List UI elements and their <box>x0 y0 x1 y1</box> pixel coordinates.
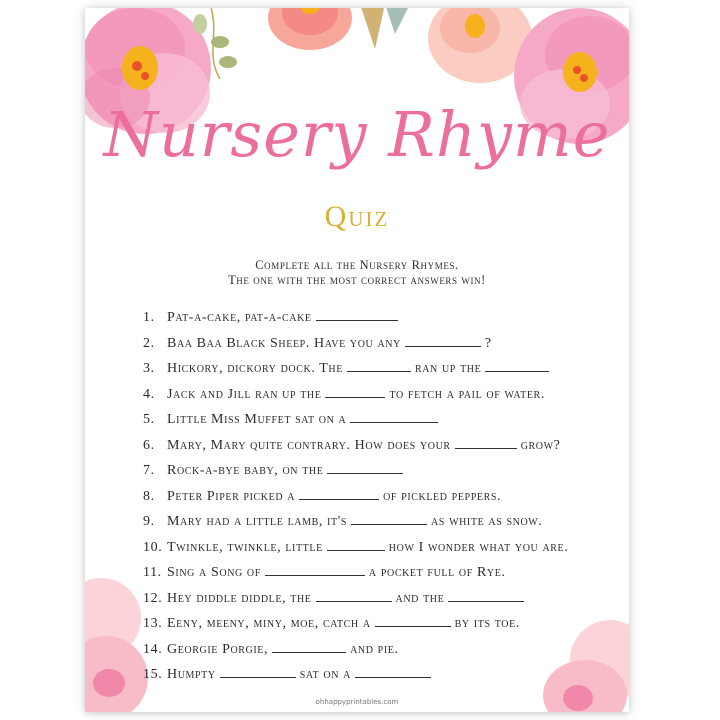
answer-blank[interactable] <box>375 616 451 627</box>
question-number: 2. <box>143 335 155 351</box>
answer-blank[interactable] <box>350 412 438 423</box>
question-text: Sing a Song of <box>167 565 261 580</box>
question-number: 10. <box>143 539 163 555</box>
instructions <box>85 258 629 288</box>
question-text: how I wonder what you are. <box>388 539 569 555</box>
question-text: Baa Baa Black Sheep. Have you any <box>167 335 401 351</box>
question-text: Twinkle, twinkle, little <box>167 539 323 555</box>
answer-blank[interactable] <box>316 591 392 602</box>
question-text: and pie. <box>350 641 399 657</box>
quiz-question <box>143 565 568 591</box>
answer-blank[interactable] <box>485 361 549 372</box>
question-number: 5. <box>143 412 155 427</box>
answer-blank[interactable] <box>355 667 431 678</box>
answer-blank[interactable] <box>299 489 379 500</box>
answer-blank[interactable] <box>347 361 411 372</box>
question-text: Humpty <box>167 667 216 682</box>
question-number: 3. <box>143 361 155 376</box>
question-text: grow? <box>520 437 561 453</box>
question-text: to fetch a pail of water. <box>389 386 545 402</box>
question-number: 14. <box>143 641 163 657</box>
printable-page <box>85 8 629 712</box>
question-text: and the <box>395 590 445 606</box>
quiz-question <box>143 336 568 362</box>
question-number: 11. <box>143 565 162 580</box>
question-text: Mary had a little lamb, it's <box>167 514 347 529</box>
answer-blank[interactable] <box>220 667 296 678</box>
question-text: a pocket full of Rye. <box>368 565 506 580</box>
footer-watermark: ohhappyprintables.com <box>315 698 399 706</box>
page-subtitle: Quiz <box>324 200 390 233</box>
question-text: of pickled peppers. <box>383 488 502 504</box>
question-number: 1. <box>143 310 155 325</box>
answer-blank[interactable] <box>316 310 398 321</box>
question-text: Little Miss Muffet sat on a <box>167 412 347 427</box>
answer-blank[interactable] <box>327 540 385 551</box>
answer-blank[interactable] <box>351 514 427 525</box>
quiz-question <box>143 387 568 413</box>
question-text: sat on a <box>299 667 351 682</box>
leaves-sprig-icon <box>190 8 270 84</box>
quiz-question <box>143 361 568 387</box>
question-text: as white as snow. <box>430 514 543 529</box>
quiz-question <box>143 438 568 464</box>
question-text: Mary, Mary quite contrary. How does your <box>167 437 451 453</box>
page-title: Nursery Rhyme <box>103 98 611 171</box>
quiz-question <box>143 514 568 540</box>
question-number: 9. <box>143 514 155 529</box>
question-text: Peter Piper picked a <box>167 488 296 504</box>
question-text: Pat-a-cake, pat-a-cake <box>167 310 312 325</box>
question-text: Hey diddle diddle, the <box>167 590 312 606</box>
question-number: 15. <box>143 667 163 682</box>
question-text: by its toe. <box>454 616 520 631</box>
question-text: Hickory, dickory dock. The <box>167 361 343 376</box>
instructions-line-2: The one with the most correct answers win! <box>228 273 486 287</box>
quiz-question <box>143 667 568 693</box>
quiz-question <box>143 540 568 566</box>
question-text: Georgie Porgie, <box>167 641 269 657</box>
question-number: 4. <box>143 386 155 402</box>
question-text: ? <box>484 335 492 351</box>
answer-blank[interactable] <box>405 336 481 347</box>
question-number: 13. <box>143 616 163 631</box>
answer-blank[interactable] <box>265 565 365 576</box>
question-number: 7. <box>143 463 155 478</box>
question-text: Eeny, meeny, miny, moe, catch a <box>167 616 371 631</box>
dahlia-flower-icon <box>260 8 360 68</box>
question-text: ran up the <box>414 361 482 376</box>
quiz-question <box>143 489 568 515</box>
quiz-list <box>143 310 568 693</box>
quiz-question <box>143 412 568 438</box>
quiz-question <box>143 463 568 489</box>
quiz-question <box>143 591 568 617</box>
question-number: 6. <box>143 437 155 453</box>
instructions-line-1: Complete all the Nursery Rhymes. <box>255 258 459 272</box>
question-number: 8. <box>143 488 155 504</box>
answer-blank[interactable] <box>455 438 517 449</box>
question-text: Jack and Jill ran up the <box>167 386 322 402</box>
gold-leaf-icon <box>355 8 415 54</box>
quiz-question <box>143 310 568 336</box>
question-number: 12. <box>143 590 163 606</box>
answer-blank[interactable] <box>272 642 346 653</box>
answer-blank[interactable] <box>327 463 403 474</box>
quiz-question <box>143 642 568 668</box>
question-text: Rock-a-bye baby, on the <box>167 463 324 478</box>
quiz-question <box>143 616 568 642</box>
answer-blank[interactable] <box>448 591 524 602</box>
answer-blank[interactable] <box>325 387 385 398</box>
rose-flower-icon <box>85 578 151 712</box>
